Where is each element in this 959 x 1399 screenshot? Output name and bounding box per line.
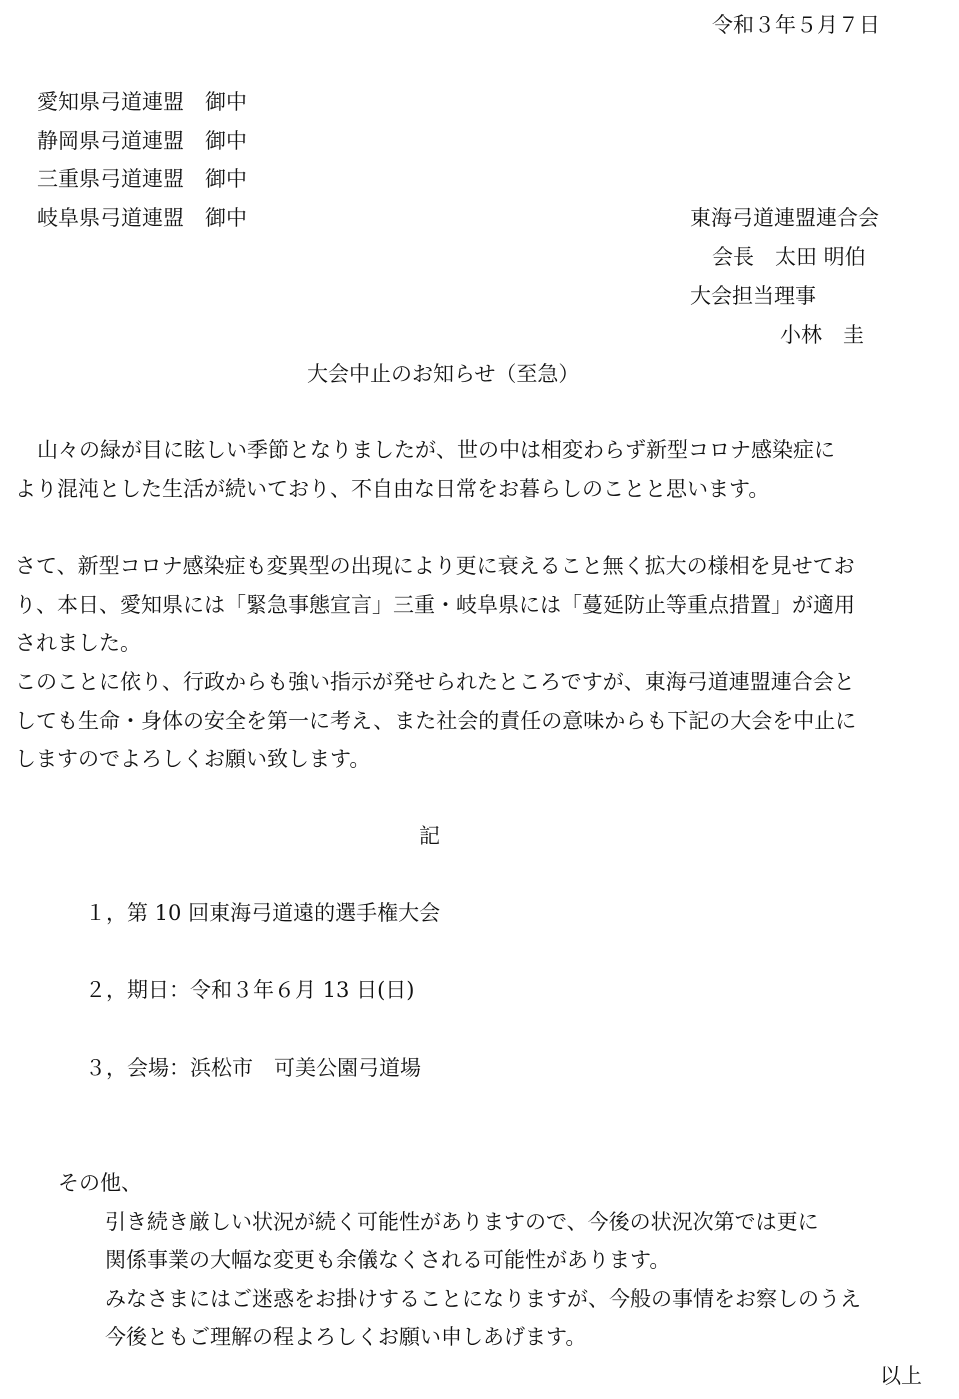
- body-p1-line-1: さて、新型コロナ感染症も変異型の出現により更に衰えること無く拡大の様相を見せてお: [15, 554, 855, 578]
- closing-ijou: 以上: [880, 1364, 922, 1388]
- ki-heading: 記: [419, 824, 440, 848]
- item-event-date: ２，期日：令和３年６月 13 日(日): [85, 978, 415, 1002]
- recipient-gifu: 岐阜県弓道連盟 御中: [37, 206, 247, 230]
- body-p2-line-3: しますのでよろしくお願い致します。: [15, 747, 371, 771]
- other-line-4: 今後ともご理解の程よろしくお願い申しあげます。: [105, 1325, 587, 1349]
- body-p2-line-1: このことに依り、行政からも強い指示が発せられたところですが、東海弓道連盟連合会と: [15, 670, 855, 694]
- greeting-line-2: より混沌とした生活が続いており、不自由な日常をお暮らしのことと思います。: [15, 477, 770, 501]
- other-heading: その他、: [58, 1171, 142, 1195]
- document-title: 大会中止のお知らせ（至急）: [307, 362, 580, 386]
- recipient-aichi: 愛知県弓道連盟 御中: [37, 90, 247, 114]
- other-line-1: 引き続き厳しい状況が続く可能性がありますので、今後の状況次第では更に: [105, 1210, 819, 1234]
- recipient-shizuoka: 静岡県弓道連盟 御中: [37, 129, 247, 153]
- item-event-venue: ３，会場：浜松市 可美公園弓道場: [85, 1056, 421, 1080]
- document-date: 令和３年５月７日: [712, 13, 880, 37]
- greeting-line-1: 山々の緑が目に眩しい季節となりましたが、世の中は相変わらず新型コロナ感染症に: [37, 438, 835, 462]
- sender-director-title: 大会担当理事: [690, 284, 816, 308]
- sender-organization: 東海弓道連盟連合会: [690, 206, 879, 230]
- sender-director-name: 小林 圭: [780, 323, 864, 347]
- body-p1-line-3: されました。: [15, 631, 141, 655]
- item-event-name: １，第 10 回東海弓道遠的選手権大会: [85, 901, 441, 925]
- body-p1-line-2: り、本日、愛知県には「緊急事態宣言」三重・岐阜県には「蔓延防止等重点措置」が適用: [15, 593, 855, 617]
- sender-president: 会長 太田 明伯: [712, 245, 866, 269]
- recipient-mie: 三重県弓道連盟 御中: [37, 167, 247, 191]
- other-line-2: 関係事業の大幅な変更も余儀なくされる可能性があります。: [105, 1248, 671, 1272]
- other-line-3: みなさまにはご迷惑をお掛けすることになりますが、今般の事情をお察しのうえ: [105, 1287, 861, 1311]
- body-p2-line-2: しても生命・身体の安全を第一に考え、また社会的責任の意味からも下記の大会を中止に: [15, 709, 857, 733]
